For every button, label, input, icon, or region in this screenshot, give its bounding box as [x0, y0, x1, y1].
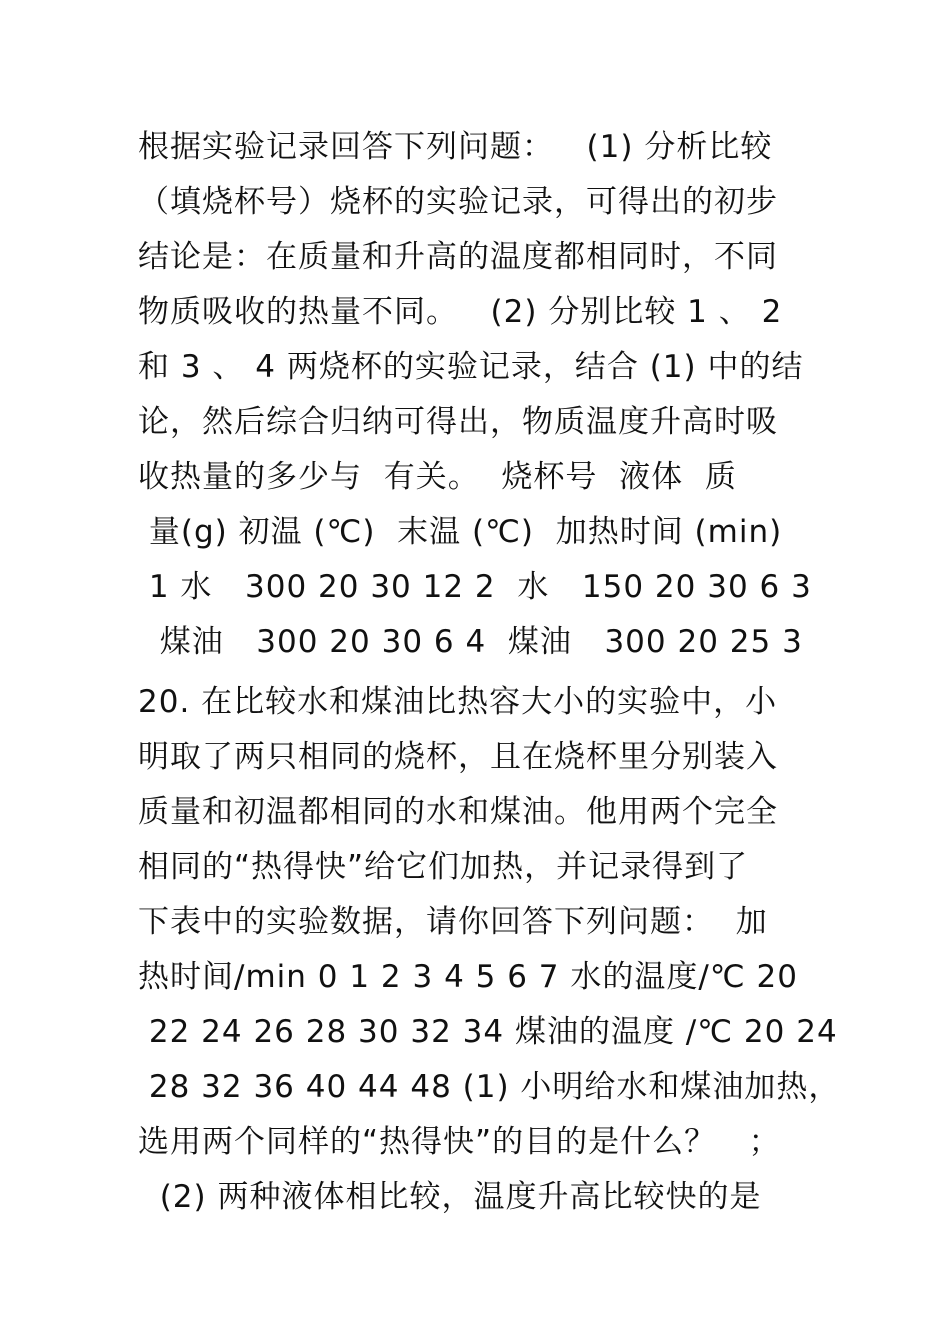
data-table-line-1: 热时间/min 0 1 2 3 4 5 6 7 水的温度/℃ 20 [138, 959, 798, 995]
text-line-3: 结论是：在质量和升高的温度都相同时，不同 [138, 239, 778, 275]
text-line-4: 物质吸收的热量不同。 (2) 分别比较 1 、 2 [138, 294, 783, 330]
text-line-1: 根据实验记录回答下列问题： (1) 分析比较 [138, 129, 773, 165]
text-line-6: 论，然后综合归纳可得出，物质温度升高时吸 [138, 404, 778, 440]
data-table-line-2: 22 24 26 28 30 32 34 煤油的温度 /℃ 20 24 [138, 1014, 838, 1050]
text-line-2: （填烧杯号）烧杯的实验记录，可得出的初步 [138, 184, 778, 220]
question-20-line-2: 明取了两只相同的烧杯，且在烧杯里分别装入 [138, 739, 778, 775]
question-20-line-1: 20. 在比较水和煤油比热容大小的实验中，小 [138, 684, 778, 720]
data-table-line-3: 28 32 36 40 44 48 (1) 小明给水和煤油加热， [138, 1069, 841, 1105]
question-20-line-4: 相同的“热得快”给它们加热，并记录得到了 [138, 849, 749, 885]
text-line-7: 收热量的多少与 有关。 烧杯号 液体 质 [138, 459, 737, 495]
question-20-part-1: 选用两个同样的“热得快”的目的是什么？ ； [138, 1124, 781, 1160]
text-line-5: 和 3 、 4 两烧杯的实验记录，结合 (1) 中的结 [138, 349, 804, 385]
question-20-line-5: 下表中的实验数据，请你回答下列问题： 加 [138, 904, 768, 940]
table-data-line-2: 煤油 300 20 30 6 4 煤油 300 20 25 3 [138, 624, 803, 660]
table-header-line: 量(g) 初温 (℃) 末温 (℃) 加热时间 (min) [138, 514, 783, 550]
table-data-line-1: 1 水 300 20 30 12 2 水 150 20 30 6 3 [138, 569, 812, 605]
question-20-part-2: (2) 两种液体相比较，温度升高比较快的是 [138, 1179, 762, 1215]
question-20-line-3: 质量和初温都相同的水和煤油。他用两个完全 [138, 794, 778, 830]
